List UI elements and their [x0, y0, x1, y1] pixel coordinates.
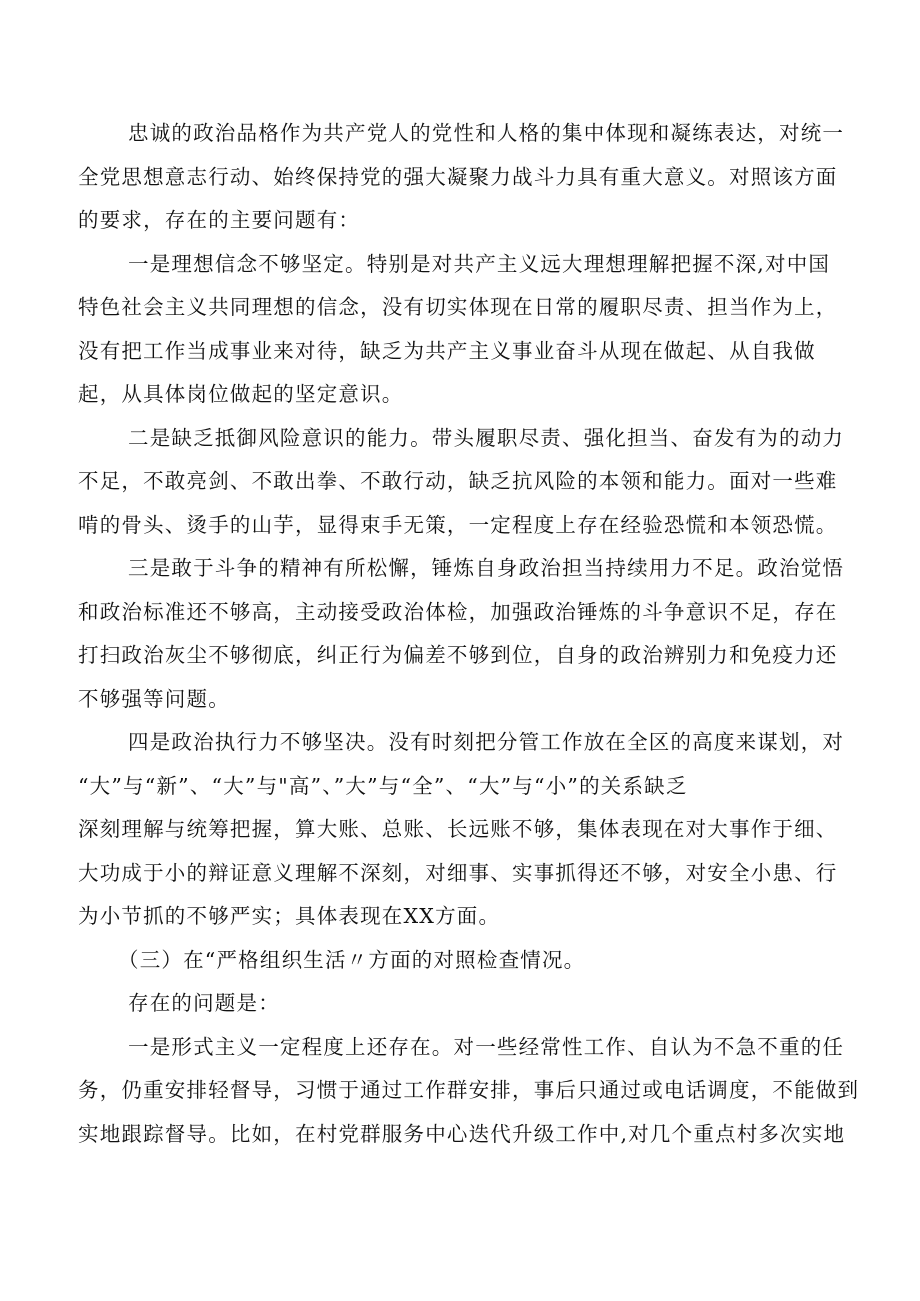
text-line: 全党思想意志行动、始终保持党的强大凝聚力战斗力具有重大意义。对照该方面 — [78, 164, 838, 189]
section-heading — [78, 939, 856, 983]
text-line: 务，仍重安排轻督导，习惯于通过工作群安排，事后只通过或电话调度，不能做到 — [78, 1078, 860, 1102]
text-line: 大功成于小的辩证意义理解不深刻，对细事、实事抓得还不够，对安全小患、行 — [78, 860, 838, 885]
text-line: 特色社会主义共同理想的信念，没有切实体现在日常的履职尽责、担当作为上， — [78, 295, 838, 319]
text-line: 一是理想信念不够坚定。特别是对共产主义远大理想理解把握不深,对中国 — [128, 251, 831, 276]
text-line: （三）在“严格组织生活〃方面的对照检查情况。 — [118, 947, 586, 972]
text-line: 存在的问题是： — [128, 991, 280, 1015]
text-line: 二是缺乏抵御风险意识的能力。带头履职尽责、强化担当、奋发有为的动力 — [128, 425, 845, 450]
text-line: 不够强等问题。 — [78, 686, 230, 711]
text-line: 一是形式主义一定程度上还存在。对一些经常性工作、自认为不急不重的任 — [128, 1034, 845, 1059]
paragraph-problem-1 — [78, 1026, 860, 1157]
paragraph-point-1 — [78, 243, 856, 417]
text-line: 起，从具体岗位做起的坚定意识。 — [78, 382, 404, 406]
paragraph-point-4 — [78, 721, 856, 939]
text-line: 实地跟踪督导。比如，在村党群服务中心迭代升级工作中,对几个重点村多次实地 — [78, 1121, 846, 1146]
text-line: 的要求，存在的主要问题有： — [78, 208, 361, 232]
text-line: “大”与“新”、“大”与"高”、”大”与“全”、“大”与“小”的关系缺乏 — [78, 773, 688, 798]
text-line: 三是敢于斗争的精神有所松懈，锤炼自身政治担当持续用力不足。政治觉悟 — [128, 556, 845, 580]
text-line: 没有把工作当成事业来对待，缺乏为共产主义事业奋斗从现在做起、从自我做 — [78, 338, 816, 363]
text-line: 啃的骨头、烫手的山芋，显得束手无策，一定程度上存在经验恐慌和本领恐慌。 — [78, 512, 838, 537]
text-line: 四是政治执行力不够坚决。没有时刻把分管工作放在全区的高度来谋划，对 — [128, 730, 845, 754]
text-line: 为小节抓的不够严实；具体表现在XX方面。 — [78, 904, 501, 928]
text-line: 不足，不敢亮剑、不敢出拳、不敢行动，缺乏抗风险的本领和能力。面对一些难 — [78, 469, 838, 493]
paragraph-problems-label — [78, 982, 856, 1026]
text-line: 深刻理解与统筹把握，算大账、总账、长远账不够，集体表现在对大事作于细、 — [78, 817, 838, 841]
text-line: 忠诚的政治品格作为共产党人的党性和人格的集中体现和凝练表达，对统一 — [128, 121, 845, 145]
paragraph-point-2 — [78, 417, 856, 548]
paragraph-intro — [78, 112, 856, 243]
paragraph-point-3 — [78, 547, 856, 721]
document-body — [78, 112, 860, 1156]
text-line: 打扫政治灰尘不够彻底，纠正行为偏差不够到位，自身的政治辨别力和免疫力还 — [78, 643, 838, 667]
text-line: 和政治标准还不够高，主动接受政治体检，加强政治锤炼的斗争意识不足，存在 — [78, 599, 838, 624]
